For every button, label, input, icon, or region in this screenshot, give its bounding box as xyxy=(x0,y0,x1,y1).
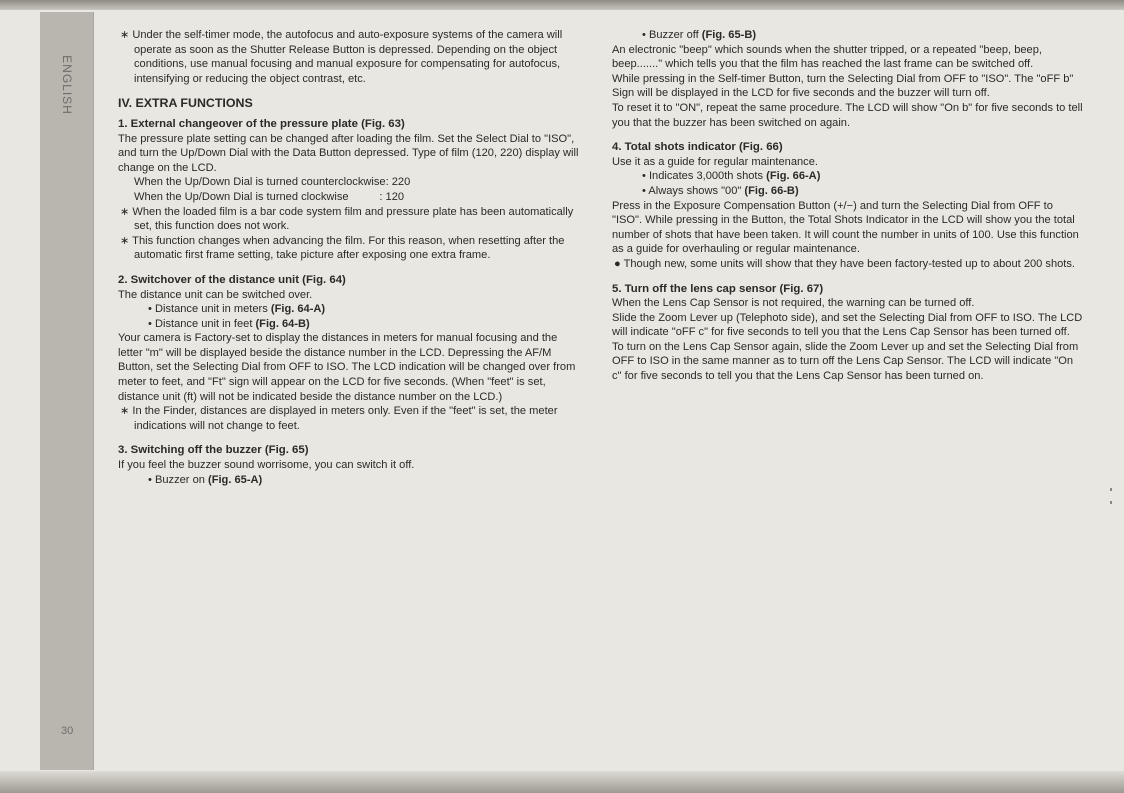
margin-marks xyxy=(1110,488,1112,518)
bottom-edge xyxy=(0,771,1124,793)
section-1-title: 1. External changeover of the pressure plate (Fig. 63) xyxy=(118,117,405,130)
section-5-paragraph-3: To turn on the Lens Cap Sensor again, slide the Zoom Lever up and set the Selecting Dial from OFF to ISO in the same manner as to turn off the Lens Cap Sensor. The LCD will indicate "On c" for five seconds to tell you that the Lens Cap Sensor has been turned on. xyxy=(612,340,1079,383)
section-4-bullet-3000: • Indicates 3,000th shots (Fig. 66-A) xyxy=(642,170,821,183)
section-1-cw: When the Up/Down Dial is turned clockwise : 120 xyxy=(134,190,405,203)
self-timer-note: ∗ Under the self-timer mode, the autofocus and auto-exposure systems of the camera will operate as soon as the Shutter Release Button is depressed. Depending on the object conditions, use manual focusing and manual exposure for compensating for autofocus, intensifying or reducing the object contrast, etc. xyxy=(120,29,563,85)
section-1-note-2: ∗ This function changes when advancing the film. For this reason, when resetting after the automatic first frame setting, take picture after exposing one extra frame. xyxy=(120,234,565,262)
section-4-intro: Use it as a guide for regular maintenance. xyxy=(612,155,818,168)
buzzer-paragraph-3: To reset it to "ON", repeat the same procedure. The LCD will show "On b" for five seconds to tell you that the buzzer has been switched on again. xyxy=(612,101,1083,129)
section-1-note-1: ∗ When the loaded film is a bar code system film and pressure plate has been automatically set, this function does not work. xyxy=(120,205,574,233)
section-4-body: Press in the Exposure Compensation Button (+/−) and turn the Selecting Dial from OFF to "ISO". While pressing in the Button, the Total Shots Indicator in the LCD will show you the total number of shots that have been taken. It will count the number in units of 100. Use this function as a guide for overhauling or regular maintenance. xyxy=(612,199,1079,256)
left-column xyxy=(118,28,581,487)
section-5-paragraph-2: Slide the Zoom Lever up (Telephoto side), and set the Selecting Dial from OFF to ISO. The LCD will indicate "oFF c" for five seconds to tell you that the Lens Cap Sensor has been turned off. xyxy=(612,311,1083,339)
section-2-note: ∗ In the Finder, distances are displayed in meters only. Even if the "feet" is set, the meter indications will not change to feet. xyxy=(120,405,558,432)
section-1-body: The pressure plate setting can be changed after loading the film. Set the Select Dial to "ISO", and turn the Up/Down Dial with the Data Button depressed. Type of film (120, 220) display will change on the LCD. xyxy=(118,132,579,174)
section-1-ccw: When the Up/Down Dial is turned counterclockwise: 220 xyxy=(134,176,411,189)
section-4-note: ● Though new, some units will show that they have been factory-tested up to about 200 shots. xyxy=(614,257,1076,270)
buzzer-paragraph-1: An electronic "beep" which sounds when the shutter tripped, or a repeated "beep, beep, beep......." which tells you that the film has reached the last frame can be switched off. xyxy=(612,43,1042,71)
section-3-title: 3. Switching off the buzzer (Fig. 65) xyxy=(118,444,309,457)
section-2-intro: The distance unit can be switched over. xyxy=(118,288,313,301)
section-5-title: 5. Turn off the lens cap sensor (Fig. 67) xyxy=(612,282,824,295)
language-tab: ENGLISH xyxy=(60,55,74,115)
section-4-bullet-00: • Always shows "00" (Fig. 66-B) xyxy=(642,184,799,197)
buzzer-paragraph-2: While pressing in the Self-timer Button, turn the Selecting Dial from OFF to "ISO". The "oFF b" Sign will be displayed in the LCD for five seconds and the buzzer will turn off. xyxy=(612,72,1074,100)
chapter-title: IV. EXTRA FUNCTIONS xyxy=(118,96,253,111)
buzzer-off-bullet: • Buzzer off (Fig. 65-B) xyxy=(642,29,757,41)
page-number: 30 xyxy=(61,725,74,737)
section-2-body: Your camera is Factory-set to display the distances in meters for manual focusing and the letter "m" will be displayed beside the distance number in the LCD. Depressing the AF/M Button, set the Selecting Dial from OFF to ISO. The LCD indication will be changed over from meter to feet, and "Ft" sign will appear on the LCD for five seconds. (When "feet" is set, distance unit (ft) will not be indicated beside the distance number on the LCD.) xyxy=(118,332,576,403)
section-4-title: 4. Total shots indicator (Fig. 66) xyxy=(612,141,783,154)
right-column xyxy=(612,28,1084,384)
section-3-body: If you feel the buzzer sound worrisome, you can switch it off. xyxy=(118,459,415,472)
top-edge xyxy=(0,0,1124,10)
section-2-bullet-feet: • Distance unit in feet (Fig. 64-B) xyxy=(148,317,310,330)
section-5-paragraph-1: When the Lens Cap Sensor is not required, the warning can be turned off. xyxy=(612,297,975,310)
section-2-title: 2. Switchover of the distance unit (Fig. 64) xyxy=(118,273,346,286)
section-3-bullet-buzzer-on: • Buzzer on (Fig. 65-A) xyxy=(148,473,263,486)
section-2-bullet-meters: • Distance unit in meters (Fig. 64-A) xyxy=(148,303,326,316)
